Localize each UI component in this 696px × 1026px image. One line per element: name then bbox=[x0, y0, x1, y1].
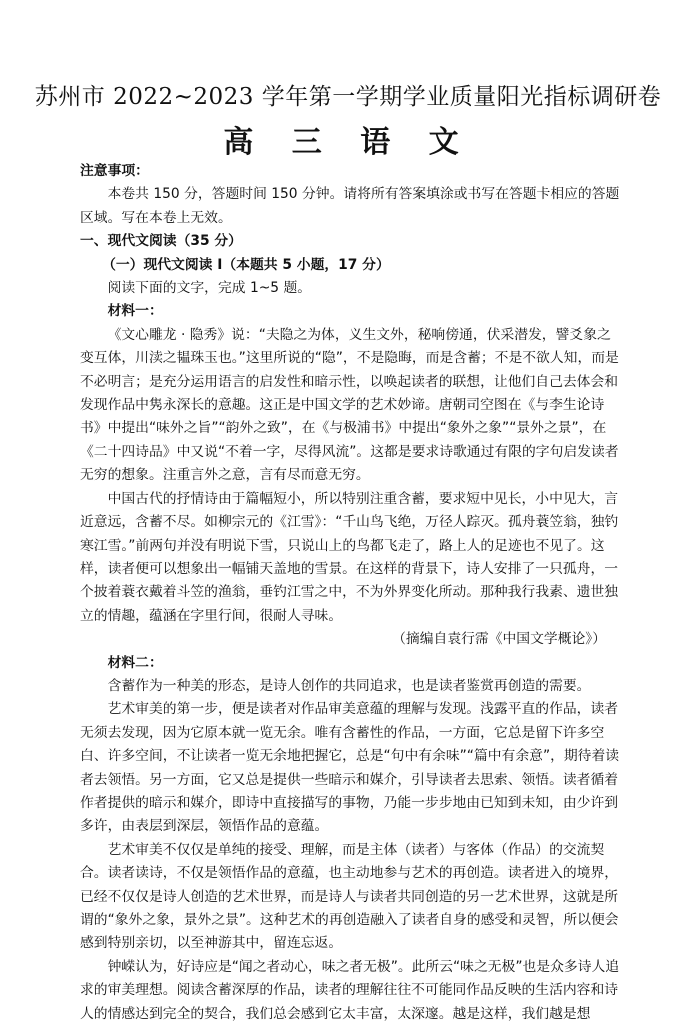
material1-p2-part-b: ”前两句并没有明说下雪，只说山上的鸟都飞走了，路上人的足迹也不见了。这样，读者便可以想象出一幅铺天盖地的雪景。在这样的背景下，诗人安排了一只孤舟，一个披着蓑衣戴着斗笠的渔翁，垂钓江雪之中，不为外界变化所动。那种我行我素、遗世独立的情趣，蕴涵在字里行间，很耐人寻味。 bbox=[80, 537, 619, 624]
material1-p1-quote: 夫隐之为体，义生文外，秘响傍通，伏采潜发，譬爻象之变互体，川渎之韫珠玉也。 bbox=[80, 326, 611, 367]
exam-title: 苏州市 2022~2023 学年第一学期学业质量阳光指标调研卷 bbox=[34, 84, 662, 110]
material1-p2-poem: 千山鸟飞绝，万径人踪灭。孤舟蓑笠翁，独钓寒江雪。 bbox=[80, 514, 619, 554]
material2-label: 材料二： bbox=[107, 654, 163, 671]
material1-p2-part-a: 中国古代的抒情诗由于篇幅短小，所以特别注重含蓄，要求短中见长，小中见大，言近意远，含蓄不尽。如柳宗元的《江雪》：“ bbox=[80, 490, 619, 531]
section-heading: 一、现代文阅读（35 分） bbox=[80, 233, 242, 250]
material1-label: 材料一： bbox=[107, 303, 163, 320]
material1-p1-part-b: ”这里所说的“隐”，不是隐晦，而是含蓄；不是不欲人知，而是不必明言；是充分运用语言的启发性和暗示性，以唤起读者的联想，让他们自己去体会和发现作品中隽永深长的意趣。这正是中国文学的艺术妙谛。唐朝司空图在《与李生论诗书》中提出“味外之旨”“韵外之致”，在《与极浦书》中提出“象外之象”“景外之景”，在《二十四诗品》中又说“不着一字，尽得风流”。这都是要求诗歌通过有限的字句启发读者无穷的想象。注重言外之意，言有尽而意无穷。 bbox=[80, 350, 619, 484]
material1-paragraph-2 bbox=[80, 488, 620, 628]
notice-text: 本卷共 150 分，答题时间 150 分钟。请将所有答案填涂或书写在答题卡相应的答题区域。写在本卷上无效。 bbox=[80, 186, 620, 226]
exam-content bbox=[80, 160, 620, 1026]
reading-instruction: 阅读下面的文字，完成 1~5 题。 bbox=[107, 280, 312, 297]
material2-p4-part-a: 钟嵘认为，好诗应是“ bbox=[107, 958, 239, 975]
notice-label: 注意事项： bbox=[80, 163, 149, 179]
material2-paragraph-2: 艺术审美的第一步，便是读者对作品审美意蕴的理解与发现。浅露平直的作品，读者无须去发现，因为它原本就一览无余。唯有含蓄性的作品，一方面，它总是留下许多空白、许多空间，不让读者一览无余地把握它，总是“句中有余味”“篇中有余意”，期待着读者去领悟。另一方面，它又总是提供一些暗示和媒介，引导读者去思索、领悟。读者循着作者提供的暗示和媒介，即诗中直接描写的事物，乃能一步步地由已知到未知，由少许到多许，由表层到深层，领悟作品的意蕴。 bbox=[80, 701, 620, 835]
material1-p1-part-a: 《文心雕龙 · 隐秀》说：“ bbox=[107, 326, 266, 343]
material1-source: （摘编自袁行霈《中国文学概论》） bbox=[392, 631, 606, 648]
subject-title: 高 三 语 文 bbox=[223, 125, 473, 160]
material1-paragraph-1 bbox=[80, 324, 620, 488]
material2-paragraph-1: 含蓄作为一种美的形态，是诗人创作的共同追求，也是读者鉴赏再创造的需要。 bbox=[107, 677, 591, 694]
subsection-heading: （一）现代文阅读 I（本题共 5 小题，17 分） bbox=[102, 256, 390, 273]
material2-p4-quote: 闻之者动心，味之者无极 bbox=[238, 958, 391, 975]
material2-paragraph-4 bbox=[80, 956, 620, 1026]
material2-p4-part-b: ”。此所云“味之无极”也是众多诗人追求的审美理想。阅读含蓄深厚的作品，读者的理解往往不可能同作品反映的生活内容和诗人的情感达到完全的契合，我们总会感到它太丰富，太深邃。越是这样，我们越是想 bbox=[80, 958, 620, 1022]
material2-paragraph-3: 艺术审美不仅仅是单纯的接受、理解，而是主体（读者）与客体（作品）的交流契合。读者读诗，不仅是领悟作品的意蕴，也主动地参与艺术的再创造。读者进入的境界，已经不仅仅是诗人创造的艺术世界，而是诗人与读者共同创造的另一艺术世界，这就是所谓的“象外之象，景外之景”。这种艺术的再创造融入了读者自身的感受和灵智，所以便会感到特别亲切，以至神游其中，留连忘返。 bbox=[80, 841, 619, 952]
